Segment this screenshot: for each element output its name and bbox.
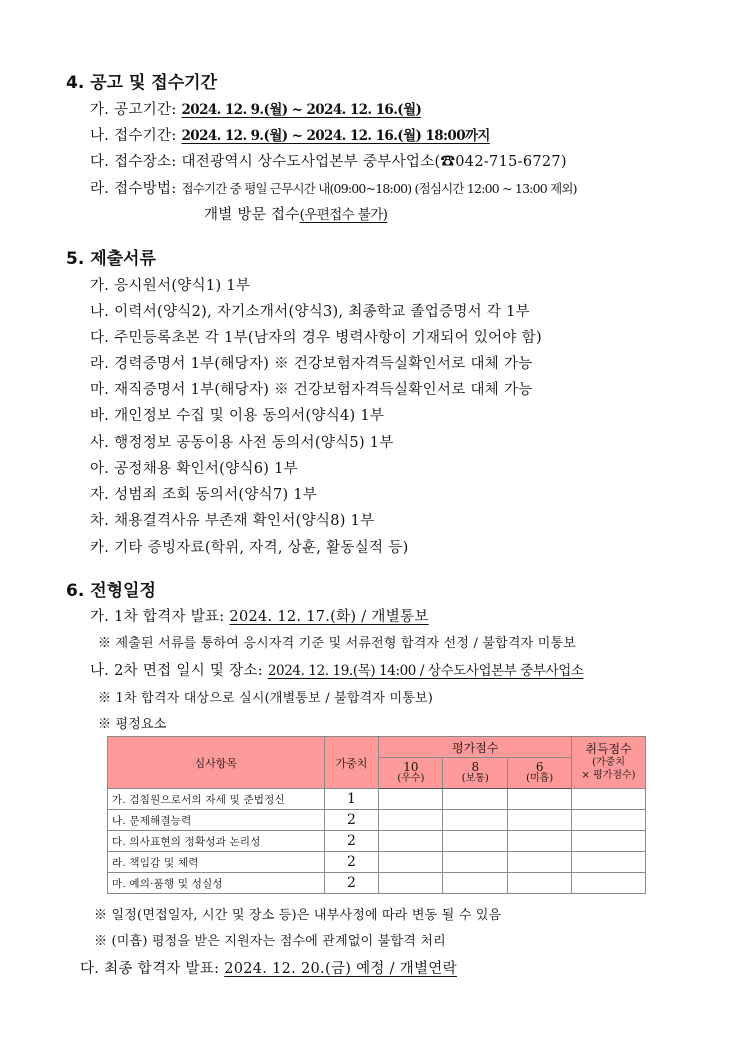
document-item: 마. 재직증명서 1부(해당자) ※ 건강보험자격득실확인서로 대체 가능 — [90, 382, 533, 398]
cell-total — [572, 852, 646, 873]
cell-score-10 — [379, 789, 443, 810]
cell-score-8 — [443, 831, 508, 852]
notice-period-value: 2024. 12. 9.(월) ~ 2024. 12. 16.(월) — [181, 102, 422, 118]
application-period-row — [90, 124, 490, 145]
first-pass-label: 가. 1차 합격자 발표: — [90, 609, 225, 625]
interview-note: ※ 1차 합격자 대상으로 실시(개별통보 / 불합격자 미통보) — [98, 691, 434, 706]
application-method-row — [90, 177, 577, 198]
table-row — [108, 831, 646, 852]
schedule-change-note: ※ 일정(면접일자, 시간 및 장소 등)은 내부사정에 따라 변동 될 수 있음 — [94, 908, 502, 923]
poor-rating-note: ※ (미흡) 평정을 받은 지원자는 점수에 관계없이 불합격 처리 — [94, 934, 446, 949]
col-header-item: 심사항목 — [108, 737, 325, 789]
grade-label: (보통) — [461, 773, 489, 784]
application-place-row — [90, 150, 567, 171]
cell-score-8 — [443, 810, 508, 831]
document-item: 아. 공정채용 확인서(양식6) 1부 — [90, 461, 298, 477]
cell-score-10 — [379, 831, 443, 852]
row-weight: 2 — [324, 852, 379, 873]
row-weight: 1 — [324, 789, 379, 810]
table-row — [108, 789, 646, 810]
col-header-weight: 가중치 — [324, 737, 379, 789]
interview-row — [90, 659, 584, 680]
row-weight: 2 — [324, 810, 379, 831]
first-pass-value: 2024. 12. 17.(화) / 개별통보 — [229, 609, 429, 625]
cell-score-6 — [508, 831, 572, 852]
cell-total — [572, 789, 646, 810]
cell-score-8 — [443, 873, 508, 894]
document-item: 자. 성범죄 조회 동의서(양식7) 1부 — [90, 487, 318, 503]
document-item: 바. 개인정보 수집 및 이용 동의서(양식4) 1부 — [90, 408, 385, 424]
document-item: 차. 채용결격사유 부존재 확인서(양식8) 1부 — [90, 513, 375, 529]
cell-score-10 — [379, 852, 443, 873]
cell-total — [572, 873, 646, 894]
grade-excellent — [379, 758, 443, 789]
section-6-title: 6. 전형일정 — [66, 581, 156, 601]
col-header-total-sub2: × 평가점수) — [581, 770, 636, 781]
col-header-total-title: 취득점수 — [585, 742, 632, 756]
application-method-value: 접수기간 중 평일 근무시간 내(09:00~18:00) (점심시간 12:00 ~ 13:00 제외) — [181, 181, 577, 196]
application-place-value: 대전광역시 상수도사업본부 중부사업소(☎042-715-6727) — [181, 154, 567, 170]
application-method-label: 접수방법: — [114, 181, 177, 197]
first-pass-note: ※ 제출된 서류를 통하여 응시자격 기준 및 서류전형 합격자 선정 / 불합격자 미통보 — [98, 636, 577, 651]
grade-score: 6 — [535, 760, 544, 774]
grade-score: 8 — [471, 760, 480, 774]
cell-score-10 — [379, 810, 443, 831]
document-item: 다. 주민등록초본 각 1부(남자의 경우 병력사항이 기재되어 있어야 함) — [90, 330, 542, 346]
row-weight: 2 — [324, 831, 379, 852]
document-item: 라. 경력증명서 1부(해당자) ※ 건강보험자격득실확인서로 대체 가능 — [90, 356, 533, 372]
final-announcement-row — [80, 957, 457, 978]
grade-score: 10 — [403, 760, 419, 774]
application-period-value: 2024. 12. 9.(월) ~ 2024. 12. 16.(월) 18:00까지 — [181, 128, 490, 144]
row-item: 가. 검침원으로서의 자세 및 준법정신 — [108, 789, 325, 810]
table-row — [108, 810, 646, 831]
cell-total — [572, 831, 646, 852]
application-method-visit: 개별 방문 접수 — [204, 207, 300, 223]
notice-period-row — [90, 98, 421, 119]
application-method-no-mail: (우편접수 불가) — [299, 207, 388, 223]
section-5-title: 5. 제출서류 — [66, 249, 156, 269]
cell-score-8 — [443, 852, 508, 873]
application-place-marker: 다. — [90, 154, 110, 170]
evaluation-table — [107, 736, 646, 894]
row-weight: 2 — [324, 873, 379, 894]
row-item: 다. 의사표현의 정확성과 논리성 — [108, 831, 325, 852]
cell-total — [572, 810, 646, 831]
document-item: 가. 응시원서(양식1) 1부 — [90, 278, 251, 294]
grade-poor — [508, 758, 572, 789]
notice-period-marker: 가. — [90, 102, 110, 118]
row-item: 라. 책임감 및 체력 — [108, 852, 325, 873]
first-pass-row — [90, 605, 429, 626]
col-header-total-sub1: (가중치 — [592, 757, 625, 768]
col-header-total — [572, 737, 646, 789]
application-period-label: 접수기간: — [114, 128, 177, 144]
row-item: 마. 예의·품행 및 성실성 — [108, 873, 325, 894]
application-place-label: 접수장소: — [114, 154, 177, 170]
evaluation-label: ※ 평정요소 — [98, 717, 167, 732]
cell-score-8 — [443, 789, 508, 810]
cell-score-6 — [508, 810, 572, 831]
document-item: 나. 이력서(양식2), 자기소개서(양식3), 최종학교 졸업증명서 각 1부 — [90, 304, 530, 320]
document-item: 사. 행정정보 공동이용 사전 동의서(양식5) 1부 — [90, 435, 394, 451]
cell-score-6 — [508, 873, 572, 894]
application-period-marker: 나. — [90, 128, 110, 144]
interview-label: 나. 2차 면접 일시 및 장소: — [90, 663, 263, 679]
grade-normal — [443, 758, 508, 789]
row-item: 나. 문제해결능력 — [108, 810, 325, 831]
final-announcement-value: 2024. 12. 20.(금) 예정 / 개별연락 — [224, 961, 457, 977]
col-header-score: 평가점수 — [379, 737, 572, 758]
application-method-marker: 라. — [90, 181, 110, 197]
grade-label: (미흡) — [526, 773, 554, 784]
notice-period-label: 공고기간: — [114, 102, 177, 118]
cell-score-6 — [508, 852, 572, 873]
section-4-title: 4. 공고 및 접수기간 — [66, 73, 217, 93]
interview-value: 2024. 12. 19.(목) 14:00 / 상수도사업본부 중부사업소 — [267, 663, 584, 679]
cell-score-10 — [379, 873, 443, 894]
application-method-row-2 — [204, 203, 387, 224]
table-row — [108, 873, 646, 894]
table-row — [108, 852, 646, 873]
grade-label: (우수) — [397, 773, 425, 784]
document-item: 카. 기타 증빙자료(학위, 자격, 상훈, 활동실적 등) — [90, 540, 409, 556]
final-announcement-label: 다. 최종 합격자 발표: — [80, 961, 220, 977]
cell-score-6 — [508, 789, 572, 810]
